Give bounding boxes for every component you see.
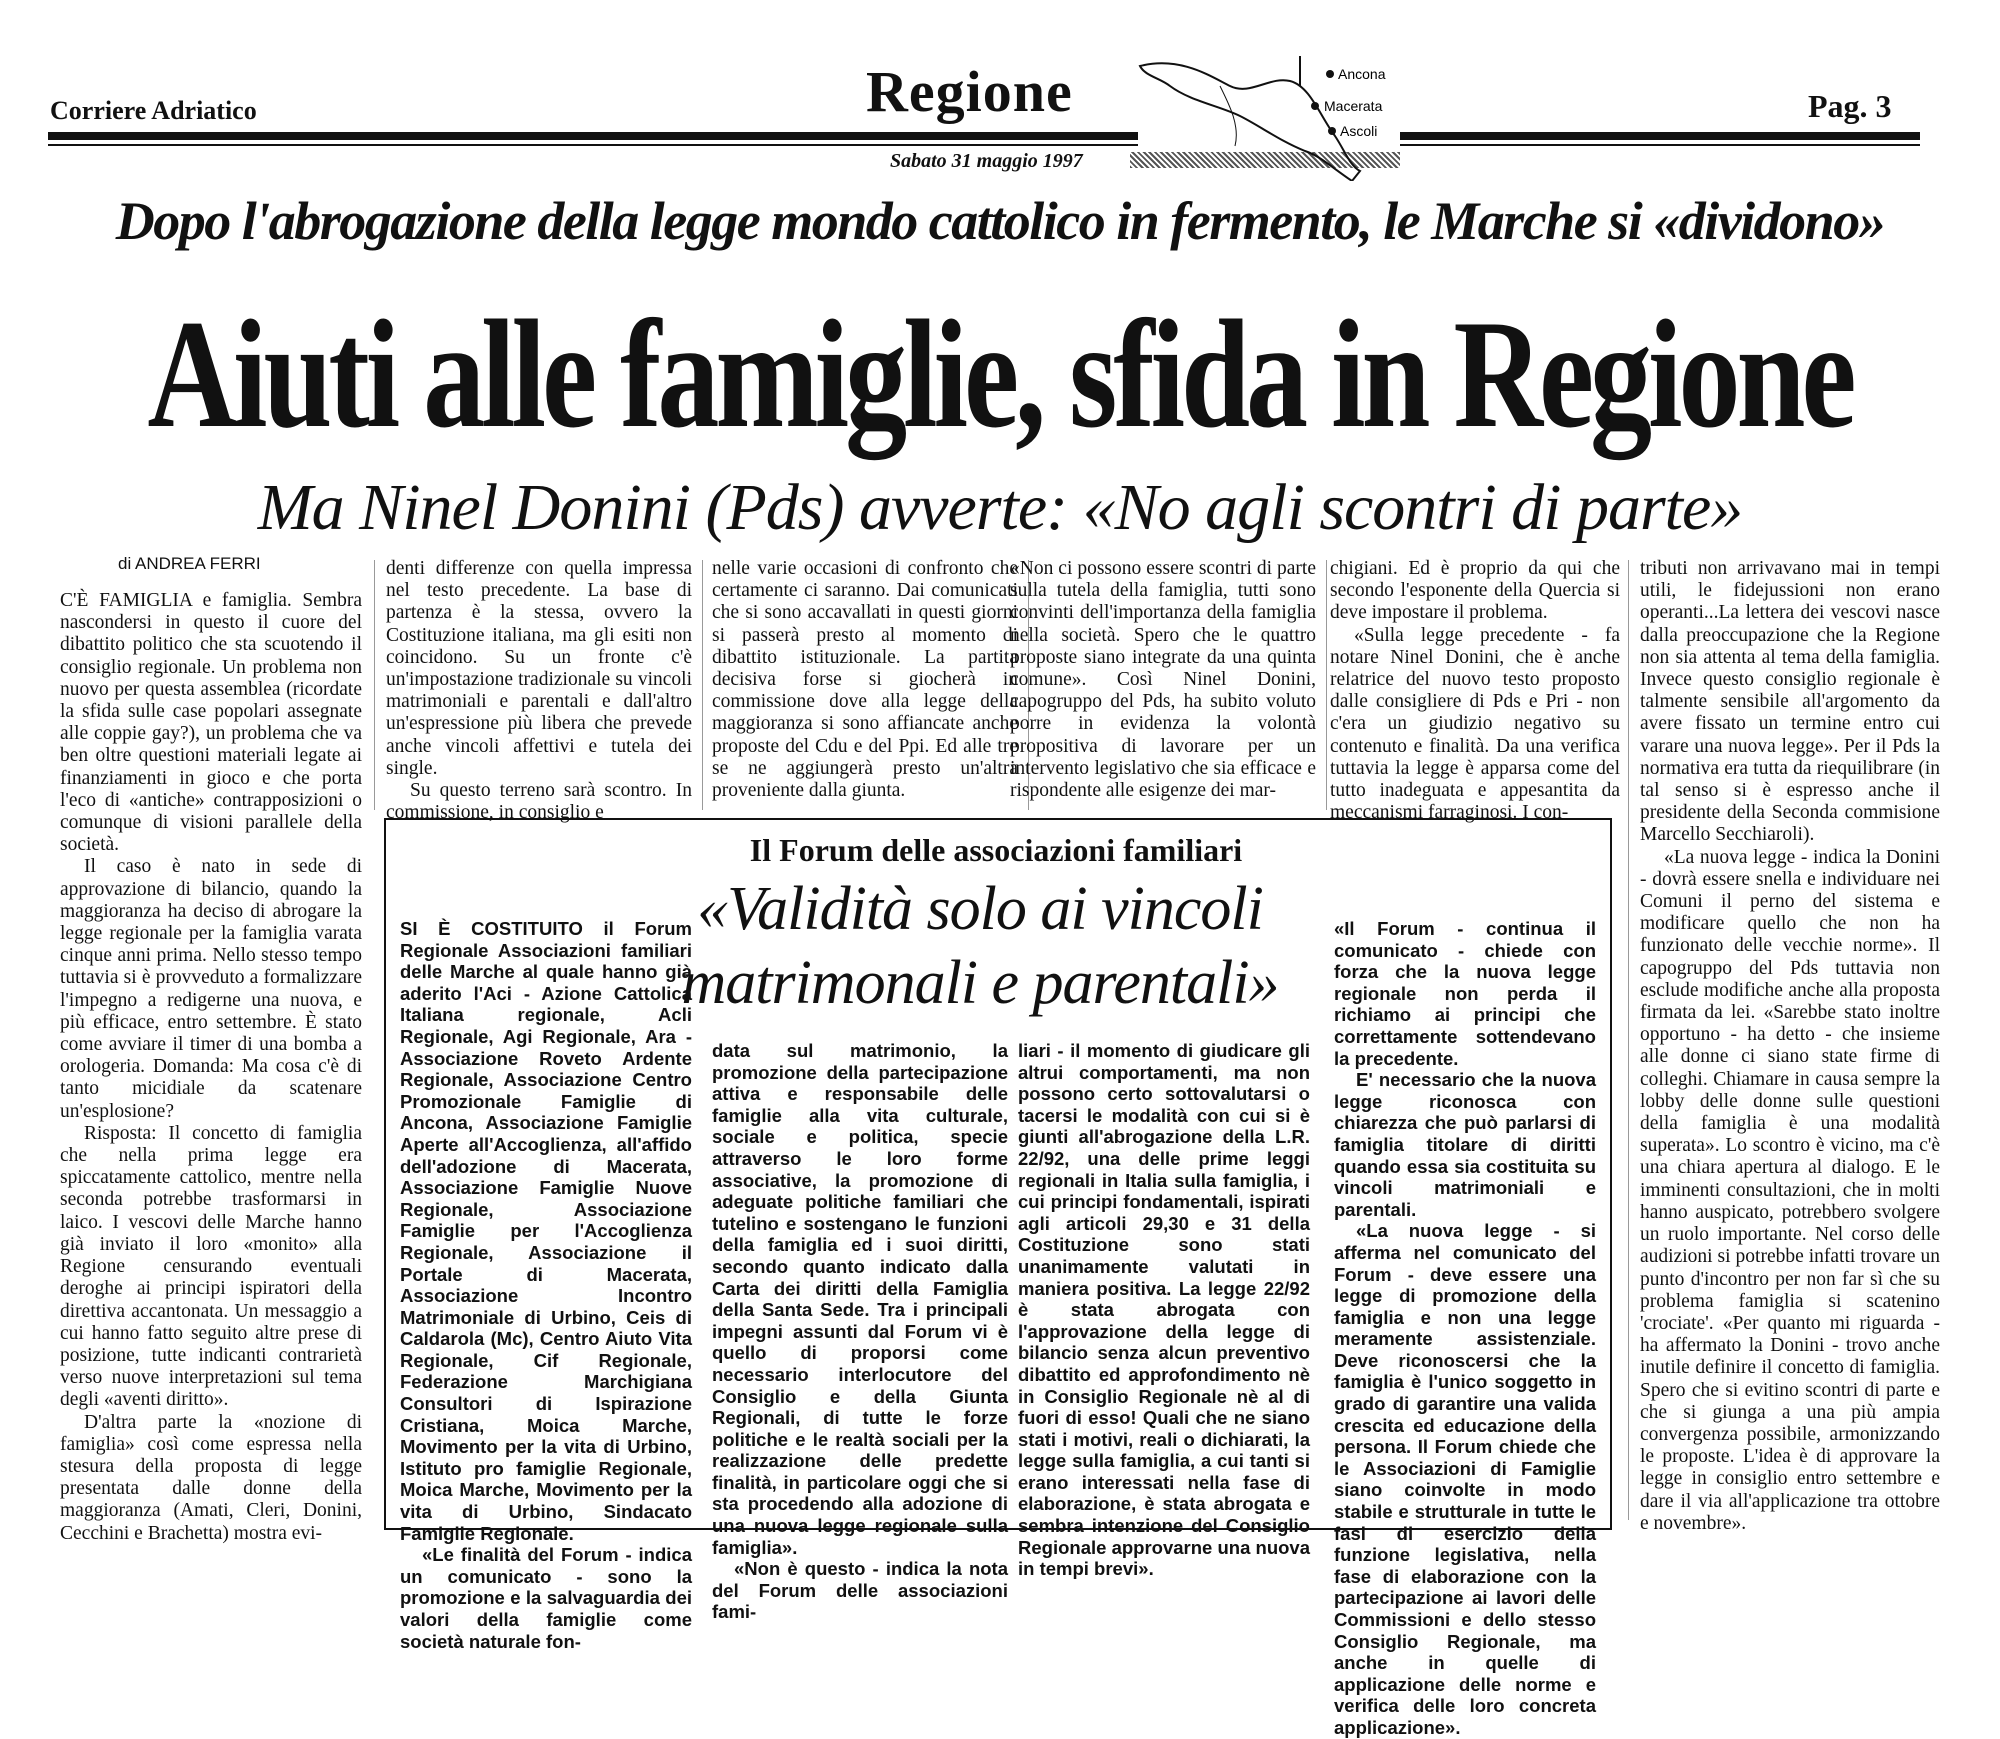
paragraph: chigiani. Ed è proprio da qui che secondo l'esponente della Quercia si deve impostare il problema. <box>1330 558 1620 624</box>
map-label-macerata: Macerata <box>1324 98 1383 114</box>
paragraph: E' necessario che la nuova legge riconosca con chiarezza che può parlarsi di famiglia titolare di diritti quando essa sia costituita su vincoli matrimoniali e parentali. <box>1334 1069 1596 1220</box>
byline: di ANDREA FERRI <box>118 554 261 573</box>
paragraph: «Sulla legge precedente - fa notare Ninel Donini, che è anche relatrice del nuovo testo proposto dalle consigliere di Pds e Pri - non c'era un giudizio negativo su contenuto e finalità. Da una verifica tuttavia la legge è apparsa come del tutto inadeguata e appesantita da meccanismi farraginosi. I con- <box>1330 624 1620 824</box>
paragraph: SI È COSTITUITO il Forum Regionale Associazioni familiari delle Marche al quale hanno già aderito l'Aci - Azione Cattolica Italiana regionale, Acli Regionale, Agi Regionale, Ara - Associazione Roveto Ardente Regionale, Associazione Centro Promozionale Famiglie di Ancona, Associazione Famiglie Aperte all'Accoglienza, all'affido dell'adozione di Macerata, Associazione Famiglie Nuove Regionale, Associazione Famiglie per l'Accoglienza Regionale, Associazione il Portale di Macerata, Associazione Incontro Matrimoniale di Urbino, Ceis di Caldarola (Mc), Centro Aiuto Vita Regionale, Cif Regionale, Federazione Marchigiana Consultori di Ispirazione Cristiana, Moica Marche, Movimento per la vita di Urbino, Istituto pro famiglie Regionale, Moica Marche, Movimento per la vita di Urbino, Sindacato Famiglie Regionale. <box>400 918 692 1544</box>
column-divider <box>1326 560 1327 810</box>
paragraph: «Le finalità del Forum - indica un comunicato - sono la promozione e la salvaguardia dei valori della famiglie come società naturale fon- <box>400 1544 692 1652</box>
sidebar-column-2 <box>712 1040 1008 1623</box>
sidebar-headline: «Validità solo ai vincoli matrimonali e parentali» <box>681 875 1279 1017</box>
kicker: Dopo l'abrogazione della legge mondo cattolico in fermento, le Marche si «dividono» <box>115 191 1885 251</box>
map-label-ancona: Ancona <box>1338 66 1386 82</box>
sidebar-column-1 <box>400 918 692 1652</box>
marche-map-icon <box>1120 46 1430 181</box>
paragraph: D'altra parte la «nozione di famiglia» così come espressa nella stesura della proposta di legge presentata dalle donne della maggioranza (Amati, Cleri, Donini, Cecchini e Brachetta) mostra evi- <box>60 1411 362 1544</box>
column-divider <box>702 560 703 810</box>
sidebar-column-4 <box>1334 918 1596 1739</box>
sidebar-title: Il Forum delle associazioni familiari <box>749 832 1243 868</box>
paragraph: «La nuova legge - si afferma nel comunicato del Forum - deve essere una legge di promozione della famiglia e non una legge meramente assistenziale. Deve riconoscersi che la famiglia è l'unico soggetto in grado di garantire una valida crescita ed educazione della persona. Il Forum chiede che le Associazioni di Famiglie siano coinvolte in modo stabile e strutturale in tutte le fasi di esercizio della funzione legislativa, nella fase di elaborazione con la partecipazione ai lavori delle Commissioni e dello stesso Consiglio Regionale, ma anche in quelle di applicazione delle norme e verifica delle loro concreta applicazione». <box>1334 1220 1596 1738</box>
paragraph: denti differenze con quella impressa nel testo precedente. La base di partenza è la stessa, ovvero la Costituzione italiana, ma gli esiti non coincidono. Su un fronte c'è un'impostazione tradizionale su vincoli matrimoniali e parentali e dall'altro un'espressione più libera che prevede anche vincoli affettivi e tutela dei single. <box>386 558 692 779</box>
paragraph: «La nuova legge - indica la Donini - dovrà essere snella e individuare nei Comuni il perno del sistema e modificare quello che non ha funzionato delle vecchie norme». Il capogruppo del Pds tuttavia non esclude modifiche anche alla proposta firmata da lei. «Sarebbe stato inoltre opportuno - ha detto - che insieme alle donne ci siano state firme di colleghi. Chiamare in causa sempre la lobby delle donne sulle questioni della famiglia è una modalità superata». Lo scontro è vicino, ma c'è una chiara apertura al dialogo. E le imminenti consultazioni, che in molti hanno auspicato, potrebbero svolgere un ruolo importante. Nel corso delle audizioni si potrebbe infatti trovare un punto d'incontro per non far sì che su problema famiglia si scatenino 'crociate'. «Per quanto mi riguarda - ha affermato la Donini - trovo anche inutile definire il concetto di famiglia. Spero che si evitino scontri di parte e che si giunga a una più ampia convergenza possibile, armonizzando le proposte. L'idea è di approvare la legge in consiglio entro settembre e dare il via all'applicazione tra ottobre e novembre». <box>1640 846 1940 1534</box>
page-number: Pag. 3 <box>1808 88 1892 124</box>
paragraph: «Non ci possono essere scontri di parte sulla tutela della famiglia, tutti sono convinti dell'importanza della famiglia nella società. Spero che le quattro proposte siano integrate da una quinta comune». Così Ninel Donini, capogruppo del Pds, ha subito voluto porre in evidenza la volontà propositiva di lavorare per un intervento legislativo che sia efficace e rispondente alle esigenze dei mar- <box>1010 558 1316 802</box>
paragraph: «Non è questo - indica la nota del Forum delle associazioni fami- <box>712 1558 1008 1623</box>
column-divider <box>374 560 375 810</box>
paragraph: Risposta: Il concetto di famiglia che nella prima legge era spiccatamente cattolico, mentre nella seconda potrebbe trasformarsi in laico. I vescovi delle Marche hanno già inviato il loro «monito» alla Regione censurando eventuali deroghe ai principi ispiratori della direttiva accantonata. Un messaggio a cui hanno fatto seguito altre prese di posizione, tutte indicanti contrarietà verso nuove interpretazioni sul tema degli «aventi diritto». <box>60 1122 362 1411</box>
paragraph: «Il Forum - continua il comunicato - chiede con forza che la nuova legge regionale non perda il richiamo ai principi che correttamente sottendevano la precedente. <box>1334 918 1596 1069</box>
headline: Aiuti alle famiglie, sfida in Regione <box>147 288 1853 460</box>
paragraph: Il caso è nato in sede di approvazione di bilancio, quando la maggioranza ha deciso di abrogare la legge regionale per la famiglia varata cinque anni prima. Nello stesso tempo tuttavia si è provveduto a formalizzare l'impegno a redigerne una nuova, e più efficace, entro settembre. È stato come avviare il timer di una bomba a orologeria. Domanda: Ma cosa c'è di tanto micidiale da scatenare un'esplosione? <box>60 856 362 1122</box>
article-column-4 <box>1010 558 1316 802</box>
paragraph: nelle varie occasioni di confronto che certamente ci saranno. Dai comunicati che si sono accavallati in questi giorni si passerà presto al momento di dibattito istituzionale. La partita decisiva forse si giocherà in commissione dove alla legge della maggioranza si sono affiancate anche proposte del Cdu e del Ppi. Ed alle tre se ne aggiungerà presto un'altra proveniente dalla giunta. <box>712 558 1018 802</box>
map-label-ascoli: Ascoli <box>1340 123 1378 139</box>
paragraph: C'È FAMIGLIA e famiglia. Sembra nascondersi in questo il cuore del dibattito politico che sta scuotendo il consiglio regionale. Un problema non nuovo per questa assemblea (ricordate la sfida sulle case popolari assegnate alle coppie gay?), un problema che va ben oltre questioni materiali legate ai finanziamenti in gioco e che porta l'eco di «antiche» contrapposizioni o comunque di visioni parallele della società. <box>60 590 362 856</box>
subheadline: Ma Ninel Donini (Pds) avverte: «No agli scontri di parte» <box>257 471 1743 544</box>
article-column-2 <box>386 558 692 824</box>
publication-name: Corriere Adriatico <box>50 96 257 125</box>
paragraph: tributi non arrivavano mai in tempi utili, le fidejussioni non erano operanti...La lettera dei vescovi nasce dalla preoccupazione che la Regione non sia attenta al tema della famiglia. Invece questo consiglio regionale è talmente sensibile all'argomento da avere fissato un termine entro cui varare una nuova legge». Per il Pds la normativa era tutta da riequilibrare (in tal senso si è espresso anche il presidente della Seconda commisione Marcello Secchiaroli). <box>1640 558 1940 846</box>
paragraph: Su questo terreno sarà scontro. In commissione, in consiglio e <box>386 780 692 824</box>
article-column-1 <box>60 590 362 1545</box>
masthead-rule <box>48 132 1138 140</box>
issue-date: Sabato 31 maggio 1997 <box>890 150 1083 172</box>
sidebar-column-3 <box>1018 1040 1310 1580</box>
paragraph: liari - il momento di giudicare gli altrui comportamenti, ma non possono certo sottovalutarsi o tacersi le modalità con cui si è giunti all'abrogazione della L.R. 22/92, una delle prime leggi regionali in Italia sulla famiglia, i cui principi fondamentali, ispirati agli articoli 29,30 e 31 della Costituzione sono stati unanimamente valutati in maniera positiva. La legge 22/92 è stata abrogata con l'approvazione della legge di bilancio senza alcun preventivo dibattito ed approfondimento nè in Consiglio Regionale nè al di fuori di esso! Quali che ne siano stati i motivi, reali o dichiarati, la legge sulla famiglia, a cui tanti si erano interessati nella fase di elaborazione, è stata abrogata e sembra intenzione del Consiglio Regionale approvarne una nuova in tempi brevi». <box>1018 1040 1310 1580</box>
masthead-rule-right <box>1400 132 1920 140</box>
article-column-3 <box>712 558 1018 802</box>
masthead-rule-thin <box>48 144 1138 146</box>
paragraph: data sul matrimonio, la promozione della partecipazione attiva e responsabile delle famiglie alla vita culturale, sociale e politica, specie attraverso le loro forme associative, la promozione di adeguate politiche familiari che tutelino e sostengano le funzioni della famiglia ed i suoi diritti, secondo quanto indicato dalla Carta dei diritti della Famiglia della Santa Sede. Tra i principali impegni assunti dal Forum vi è quello di proporsi come necessario interlocutore del Consiglio e della Giunta Regionali, di tutte le forze politiche e le realtà sociali per la realizzazione delle predette finalità, in particolare oggi che si sta procedendo alla adozione di una nuova legge regionale sulla famiglia». <box>712 1040 1008 1558</box>
article-column-6 <box>1640 558 1940 1535</box>
masthead-rule-right-thin <box>1400 144 1920 146</box>
column-divider <box>1628 560 1629 1520</box>
section-title: Regione <box>866 59 1073 124</box>
article-column-5 <box>1330 558 1620 824</box>
